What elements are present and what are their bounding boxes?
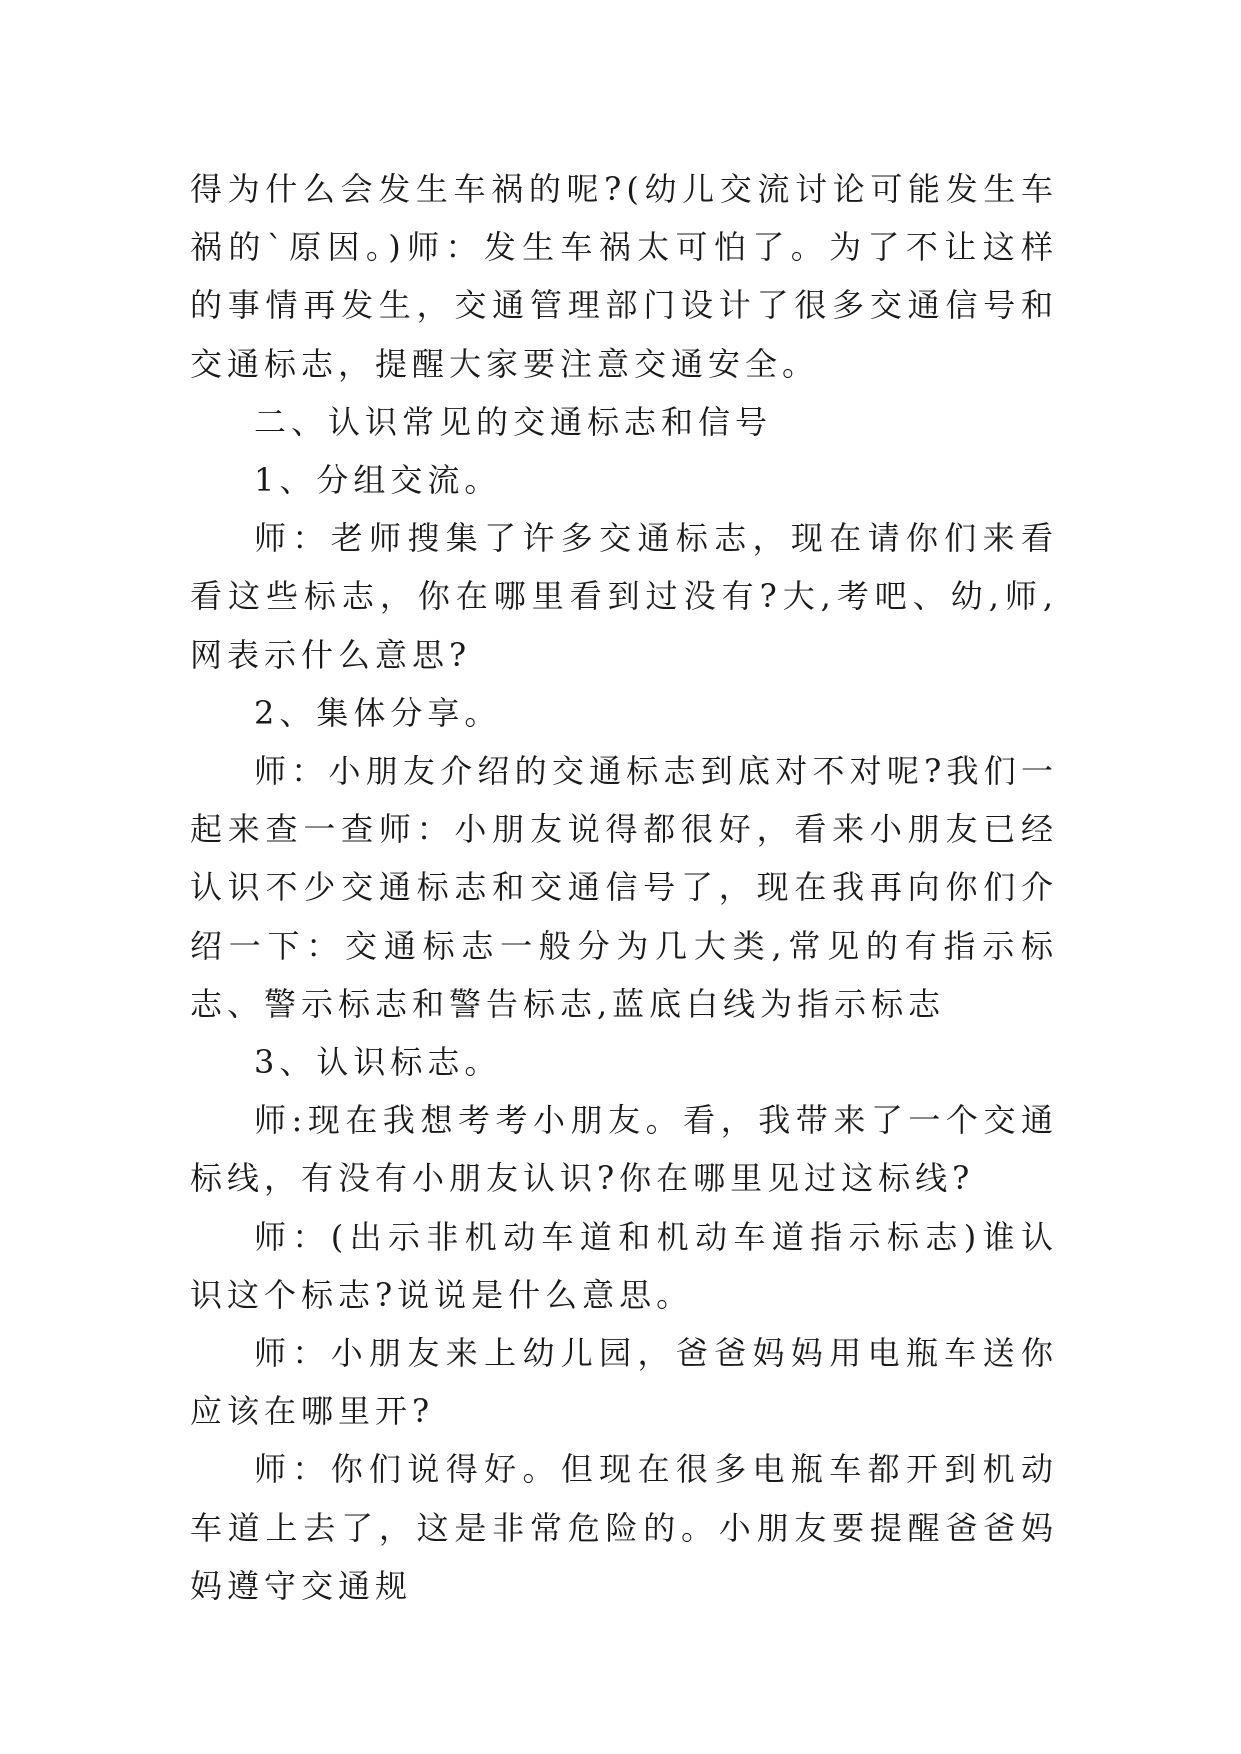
step-2-heading: 2、集体分享。 [254, 693, 502, 732]
paragraph-teacher-2: 师：小朋友介绍的交通标志到底对不对呢?我们一起来查一查师：小朋友说得都很好，看来小朋友已经认识不少交通标志和交通信号了，现在我再向你们介绍一下：交通标志一般分为几大类,常见的有指示标志、警示标志和警告标志,蓝底白线为指示标志 [190, 752, 1058, 1023]
paragraph-teacher-1: 师：老师搜集了许多交通标志，现在请你们来看看这些标志，你在哪里看到过没有?大,考吧、幼,师,网表示什么意思? [190, 519, 1058, 674]
paragraph-1: 得为什么会发生车祸的呢?(幼儿交流讨论可能发生车祸的`原因。)师：发生车祸太可怕了。为了不让这样的事情再发生，交通管理部门设计了很多交通信号和交通标志，提醒大家要注意交通安全。 [190, 170, 1058, 383]
paragraph-teacher-5: 师：小朋友来上幼儿园，爸爸妈妈用电瓶车送你应该在哪里开? [190, 1334, 1058, 1431]
paragraph-teacher-4: 师：(出示非机动车道和机动车道指示标志)谁认识这个标志?说说是什么意思。 [190, 1217, 1058, 1314]
document-body [190, 160, 1058, 1615]
section-heading-2: 二、认识常见的交通标志和信号 [254, 402, 773, 441]
paragraph-teacher-3: 师:现在我想考考小朋友。看，我带来了一个交通标线，有没有小朋友认识?你在哪里见过这标线? [190, 1101, 1058, 1198]
step-1-heading: 1、分组交流。 [254, 461, 502, 500]
step-3-heading: 3、认识标志。 [254, 1043, 502, 1082]
paragraph-teacher-6: 师：你们说得好。但现在很多电瓶车都开到机动车道上去了，这是非常危险的。小朋友要提醒爸爸妈妈遵守交通规 [190, 1450, 1058, 1605]
